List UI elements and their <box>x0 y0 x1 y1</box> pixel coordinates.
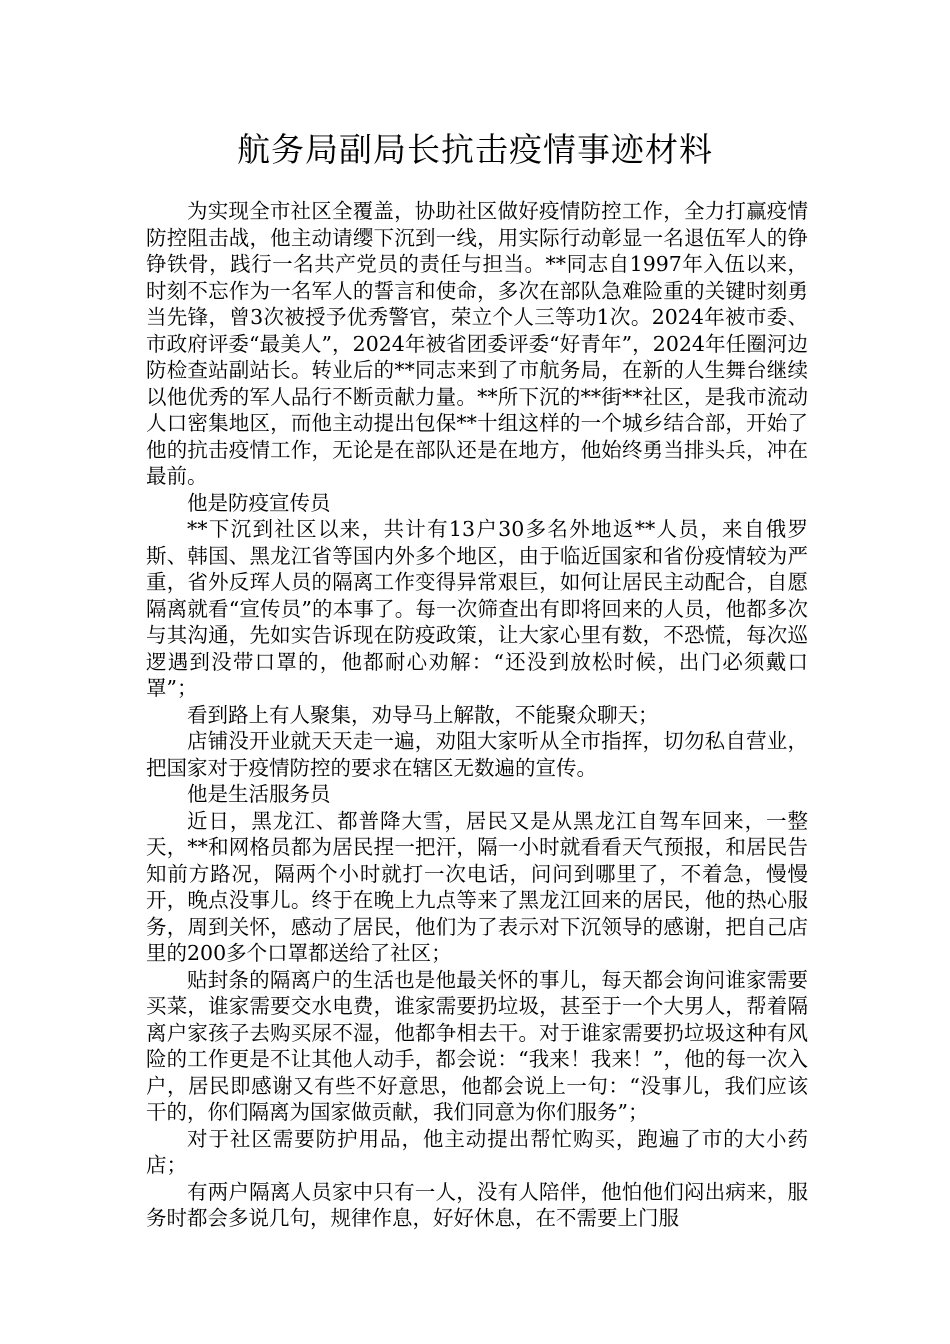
document-body <box>146 198 808 1232</box>
section-heading-publicity: 他是防疫宣传员 <box>187 490 331 515</box>
paragraph-publicity: **下沉到社区以来，共计有13户30多名外地返**人员，来自俄罗斯、韩国、黑龙江省等国内外多个地区，由于临近国家和省份疫情较为严重，省外反珲人员的隔离工作变得异常艰巨，如何让居民主动配合，自愿隔离就看“宣传员”的本事了。每一次筛查出有即将回来的人员，他都多次与其沟通，先如实告诉现在防疫政策，让大家心里有数，不恐慌，每次巡逻遇到没带口罩的，他都耐心劝解：“还没到放松时候，出门必须戴口罩”； <box>146 517 808 700</box>
paragraph-companionship: 有两户隔离人员家中只有一人，没有人陪伴，他怕他们闷出病来，服务时都会多说几句，规律作息，好好休息，在不需要上门服 <box>146 1179 808 1230</box>
paragraph-isolation-care: 贴封条的隔离户的生活也是他最关怀的事儿，每天都会询问谁家需要买菜，谁家需要交水电费，谁家需要扔垃圾，甚至于一个大男人，帮着隔离户家孩子去购买尿不湿，他都争相去干。对于谁家需要扔垃圾这种有风险的工作更是不让其他人动手，都会说：“我来！我来！”，他的每一次入户，居民即感谢又有些不好意思，他都会说上一句：“没事儿，我们应该干的，你们隔离为国家做贡献，我们同意为你们服务”； <box>146 967 808 1124</box>
paragraph-supplies: 对于社区需要防护用品，他主动提出帮忙购买，跑遍了市的大小药店； <box>146 1126 808 1177</box>
paragraph-shops: 店铺没开业就天天走一遍，劝阻大家听从全市指挥，切勿私自营业，把国家对于疫情防控的要求在辖区无数遍的宣传。 <box>146 729 808 780</box>
paragraph-snow: 近日，黑龙江、都普降大雪，居民又是从黑龙江自驾车回来，一整天，**和网格员都为居民捏一把汗，隔一小时就看看天气预报，和居民告知前方路况，隔两个小时就打一次电话，问问到哪里了，不着急，慢慢开，晚点没事儿。终于在晚上九点等来了黑龙江回来的居民，他的热心服务，周到关怀，感动了居民，他们为了表示对下沉领导的感谢，把自己店里的200多个口罩都送给了社区； <box>146 808 808 965</box>
document-title: 航务局副局长抗击疫情事迹材料 <box>237 130 713 169</box>
paragraph-intro: 为实现全市社区全覆盖，协助社区做好疫情防控工作，全力打赢疫情防控阻击战，他主动请缨下沉到一线，用实际行动彰显一名退伍军人的铮铮铁骨，践行一名共产党员的责任与担当。**同志自1997年入伍以来，时刻不忘作为一名军人的誓言和使命，多次在部队急难险重的关键时刻勇当先锋，曾3次被授予优秀警官，荣立个人三等功1次。2024年被市委、市政府评委“最美人”，2024年被省团委评委“好青年”，2024年任圈河边防检查站副站长。转业后的**同志来到了市航务局，在新的人生舞台继续以他优秀的军人品行不断贡献力量。**所下沉的**街**社区，是我市流动人口密集地区，而他主动提出包保**十组这样的一个城乡结合部，开始了他的抗击疫情工作，无论是在部队还是在地方，他始终勇当排头兵，冲在最前。 <box>146 199 808 488</box>
section-heading-service: 他是生活服务员 <box>187 782 331 806</box>
paragraph-gathering: 看到路上有人聚集，劝导马上解散，不能聚众聊天； <box>187 702 659 727</box>
